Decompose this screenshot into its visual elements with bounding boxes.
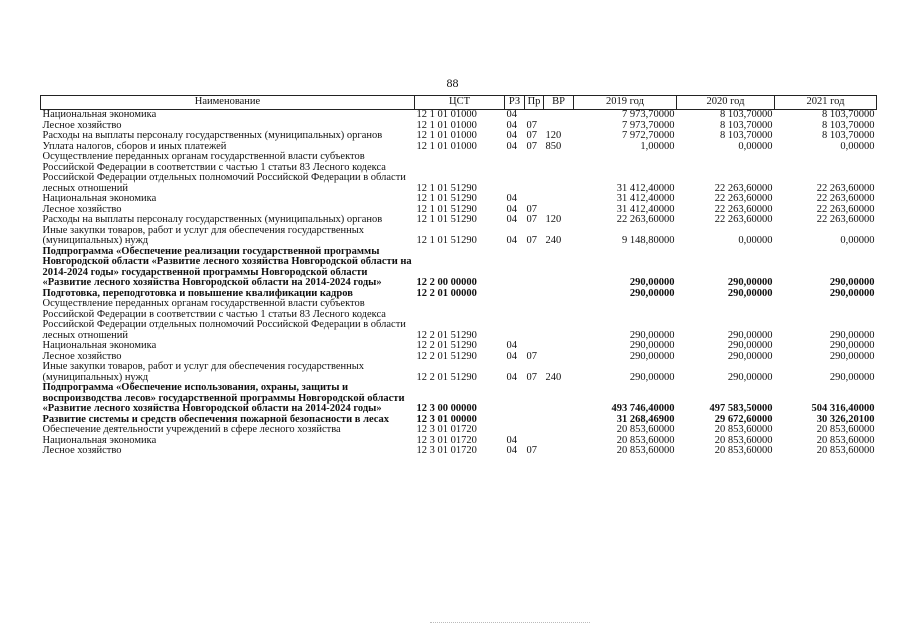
cell-2019: 31 412,40000 [616,182,675,194]
cell-pr [525,247,544,289]
table-row [41,247,877,289]
cell-name: Лесное хозяйство [42,350,122,362]
cell-2020: 20 853,60000 [714,434,773,446]
header-2021: 2021 год [775,96,877,110]
header-2019: 2019 год [574,96,677,110]
cell-vr [544,436,574,447]
cell-2019: 31 412,40000 [616,193,675,204]
table-row [41,215,877,226]
cell-2021: 20 853,60000 [816,445,875,456]
cell-2019: 20 853,60000 [616,445,675,456]
cell-2020: 8 103,70000 [720,109,773,120]
cell-2019: 20 853,60000 [616,434,675,446]
cell-name: Расходы на выплаты персоналу государственных (муниципальных) органов [42,214,383,225]
table-row [41,194,877,205]
cell-2021: 22 263,60000 [816,203,875,215]
cell-vr [544,289,574,300]
cell-2020: 0,00000 [738,235,773,246]
cell-2021: 0,00000 [840,235,875,246]
cell-2019: 290,00000 [629,371,675,383]
cell-vr [544,247,574,289]
cell-name: Иные закупки товаров, работ и услуг для обеспечения государственных (муниципальных) нужд [42,361,365,383]
cell-2019: 290,00000 [629,277,675,288]
cell-rz: 04 [506,203,517,215]
cell-rz: 04 [506,193,517,204]
cell-2020: 20 853,60000 [714,445,773,456]
cell-vr [544,415,574,426]
cell-2020: 22 263,60000 [714,182,773,194]
cell-vr [544,194,574,205]
cell-pr: 07 [526,203,537,215]
header-rz: РЗ [505,96,525,110]
header-2020: 2020 год [677,96,775,110]
cell-cst: 12 1 01 01000 [416,140,477,152]
cell-name: Обеспечение деятельности учреждений в сфере лесного хозяйства [42,424,341,435]
page-number: 88 [446,76,459,90]
cell-2020: 0,00000 [738,140,773,152]
cell-rz: 04 [506,119,517,131]
cell-2021: 20 853,60000 [816,424,875,435]
cell-2020: 290,00000 [727,277,773,288]
cell-2020: 29 672,60000 [714,413,773,425]
cell-rz: 04 [506,445,517,456]
cell-pr: 07 [526,140,537,152]
cell-vr: 240 [545,371,562,383]
cell-2021: 290,00000 [829,371,875,383]
cell-cst: 12 3 01 01720 [416,434,477,446]
cell-2020: 22 263,60000 [714,203,773,215]
cell-2019: 7 973,70000 [622,109,675,120]
cell-cst: 12 2 01 51290 [416,371,477,383]
cell-rz: 04 [506,235,517,246]
cell-vr [544,152,574,194]
cell-vr [544,383,574,415]
cell-2020: 290,00000 [727,329,773,341]
cell-vr [544,446,574,457]
cell-2019: 290,00000 [629,340,675,351]
cell-name: Подпрограмма «Обеспечение использования, охраны, защиты и воспроизводства лесов» государственной программы Новгородской области «Развитие лесного хозяйства Новгородской области на 2014-2024 годы» [42,382,405,414]
table-row [41,362,877,383]
cell-2021: 290,00000 [829,329,875,341]
table-header [41,96,877,110]
cell-pr: 07 [526,130,537,141]
cell-pr [525,194,544,205]
cell-name: Лесное хозяйство [42,445,122,456]
header-vr: ВР [544,96,574,110]
cell-rz: 04 [506,130,517,141]
cell-2019: 493 746,40000 [611,403,675,414]
cell-2020: 8 103,70000 [720,130,773,141]
cell-2021: 290,00000 [829,277,875,288]
cell-2021: 22 263,60000 [816,214,875,225]
cell-pr [525,341,544,352]
cell-rz: 04 [506,434,517,446]
cell-2019: 290,00000 [629,329,675,341]
cell-name: Развитие системы и средств обеспечения пожарной безопасности в лесах [42,413,390,425]
cell-vr [544,425,574,436]
cell-2019: 290,00000 [629,287,675,299]
table-row [41,446,877,457]
cell-2019: 9 148,80000 [622,235,675,246]
cell-rz [505,152,525,194]
cell-rz: 04 [506,214,517,225]
cell-cst: 12 1 01 01000 [416,109,477,120]
cell-cst: 12 1 01 51290 [416,182,477,194]
header-cst: ЦСТ [415,96,505,110]
cell-pr: 07 [526,235,537,246]
cell-cst: 12 1 01 01000 [416,130,477,141]
cell-name: Подпрограмма «Обеспечение реализации государственной программы Новгородской области «Развитие лесного хозяйства Новгородской области на 2014-2024 годы» государственной программы Новгородской области «Развитие лесного хозяйства Новгородской области на 2014-2024 годы» [42,245,412,288]
cell-2021: 22 263,60000 [816,193,875,204]
cell-2021: 20 853,60000 [816,434,875,446]
cell-name: Лесное хозяйство [42,203,122,215]
cell-name: Уплата налогов, сборов и иных платежей [42,140,227,152]
cell-rz [505,415,525,426]
cell-vr [544,341,574,352]
cell-pr: 07 [526,350,537,362]
cell-cst: 12 2 01 51290 [416,340,477,351]
cell-2020: 22 263,60000 [714,214,773,225]
cell-2021: 8 103,70000 [822,109,875,120]
cell-pr [525,152,544,194]
header-pr: Пр [525,96,544,110]
cell-cst: 12 1 01 51290 [416,235,477,246]
cell-rz [505,247,525,289]
cell-pr [525,415,544,426]
cell-pr [525,289,544,300]
table-row [41,341,877,352]
cell-2019: 22 263,60000 [616,214,675,225]
cell-pr [525,383,544,415]
cell-2019: 1,00000 [640,140,675,152]
cell-name: Иные закупки товаров, работ и услуг для обеспечения государственных (муниципальных) нужд [42,224,365,246]
cell-2021: 8 103,70000 [822,119,875,131]
cell-cst: 12 1 01 51290 [416,214,477,225]
cell-2020: 290,00000 [727,287,773,299]
cell-2019: 7 973,70000 [622,119,675,131]
cell-cst: 12 2 01 00000 [416,287,477,299]
cell-rz [505,383,525,415]
cell-pr [525,110,544,121]
cell-cst: 12 2 00 00000 [416,277,477,288]
cell-cst: 12 3 01 01720 [416,424,477,435]
table-body [41,110,877,457]
cell-2021: 0,00000 [840,140,875,152]
cell-rz: 04 [506,371,517,383]
cell-cst: 12 1 01 01000 [416,119,477,131]
cell-cst: 12 2 01 51290 [416,329,477,341]
cell-rz: 04 [506,350,517,362]
table-row [41,383,877,415]
cell-rz [505,425,525,436]
table-row [41,299,877,341]
cell-vr: 120 [545,130,562,141]
cell-pr: 07 [526,119,537,131]
table-row [41,131,877,142]
cell-rz: 04 [506,140,517,152]
cell-name: Национальная экономика [42,340,157,351]
cell-vr [544,110,574,121]
cell-vr [544,352,574,363]
cell-2019: 290,00000 [629,350,675,362]
cell-rz: 04 [506,340,517,351]
cell-2021: 504 316,40000 [811,403,875,414]
cell-2020: 20 853,60000 [714,424,773,435]
cell-2021: 8 103,70000 [822,130,875,141]
cell-2020: 22 263,60000 [714,193,773,204]
cell-2019: 20 853,60000 [616,424,675,435]
cell-cst: 12 3 00 00000 [416,403,477,414]
cell-vr: 240 [545,235,562,246]
cell-rz [505,299,525,341]
cell-2020: 290,00000 [727,371,773,383]
cell-vr [544,299,574,341]
cell-name: Национальная экономика [42,193,157,204]
cell-2021: 30 326,20100 [816,413,875,425]
cell-name: Национальная экономика [42,434,157,446]
cell-2021: 290,00000 [829,287,875,299]
cell-name: Национальная экономика [42,109,157,120]
cell-vr: 120 [545,214,562,225]
cell-pr: 07 [526,371,537,383]
cell-pr: 07 [526,445,537,456]
table-row [41,226,877,247]
table-row [41,152,877,194]
footer-rule [430,622,590,624]
cell-vr: 850 [545,140,562,152]
cell-2021: 290,00000 [829,340,875,351]
cell-2020: 290,00000 [727,340,773,351]
cell-name: Подготовка, переподготовка и повышение квалификации кадров [42,287,353,299]
cell-name: Расходы на выплаты персоналу государственных (муниципальных) органов [42,130,383,141]
cell-cst: 12 2 01 51290 [416,350,477,362]
cell-2019: 7 972,70000 [622,130,675,141]
cell-2020: 8 103,70000 [720,119,773,131]
cell-name: Осуществление переданных органам государственной власти субъектов Российской Федерации в соответствии с частью 1 статьи 83 Лесного кодекса Российской Федерации отдельных полномочий Российской Федерации в области лесных отношений [42,151,406,194]
cell-pr [525,425,544,436]
cell-2021: 290,00000 [829,350,875,362]
table-row [41,110,877,121]
cell-cst: 12 1 01 51290 [416,193,477,204]
table-row [41,425,877,436]
cell-cst: 12 1 01 51290 [416,203,477,215]
cell-pr: 07 [526,214,537,225]
cell-2019: 31 412,40000 [616,203,675,215]
cell-rz: 04 [506,109,517,120]
cell-cst: 12 3 01 00000 [416,413,477,425]
cell-2021: 22 263,60000 [816,182,875,194]
cell-rz [505,289,525,300]
header-name: Наименование [41,96,415,110]
cell-cst: 12 3 01 01720 [416,445,477,456]
budget-table [40,95,877,457]
cell-pr [525,299,544,341]
cell-name: Лесное хозяйство [42,119,122,131]
cell-2020: 290,00000 [727,350,773,362]
cell-2019: 31 268,46900 [616,413,675,425]
cell-2020: 497 583,50000 [709,403,773,414]
cell-name: Осуществление переданных органам государственной власти субъектов Российской Федерации в соответствии с частью 1 статьи 83 Лесного кодекса Российской Федерации отдельных полномочий Российской Федерации в области лесных отношений [42,298,406,341]
